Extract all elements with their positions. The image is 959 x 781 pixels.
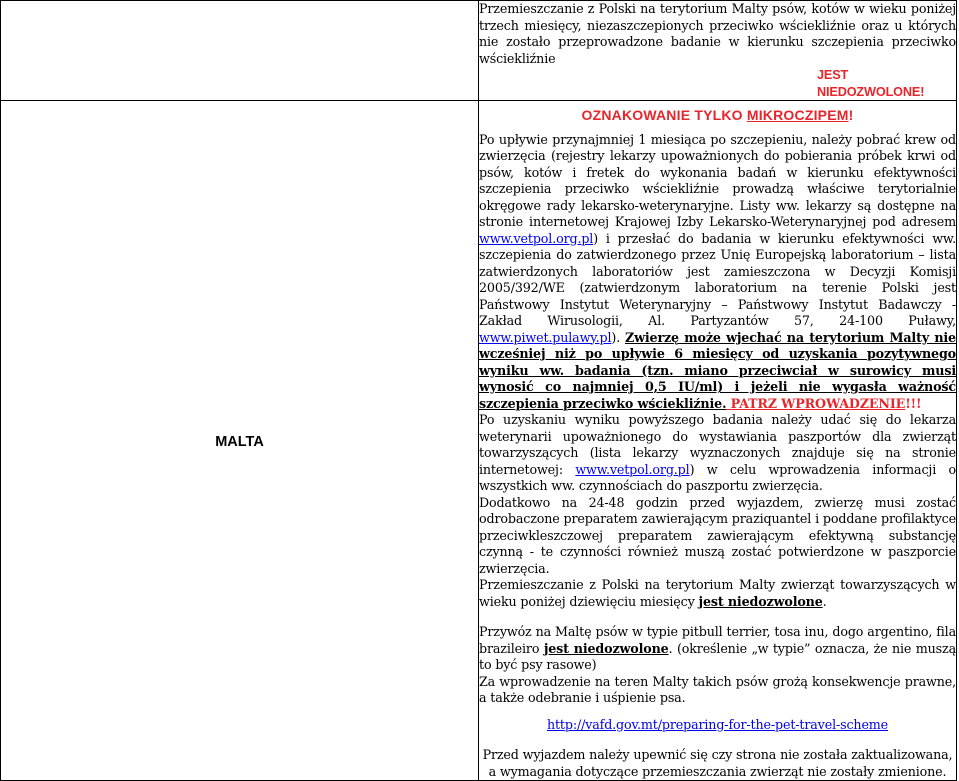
- paragraph-check-updates: Przed wyjazdem należy upewnić się czy strona nie została zaktualizowana, a wymagania dotyczące przemieszczania zwierząt nie zostały zmienione.: [482, 747, 953, 779]
- vafd-link[interactable]: http://vafd.gov.mt/preparing-for-the-pet-travel-scheme: [546, 716, 889, 732]
- piwet-link[interactable]: www.piwet.pulawy.pl: [479, 329, 612, 345]
- paragraph-blood-test: Po upływie przynajmniej 1 miesiąca po szczepieniu, należy pobrać krew od zwierzęcia (rejestry lekarzy upoważnionych do pobierania próbek krwi od psów, kotów i fretek do wykonania badań w kierunku efektywności szczepienia przeciwko wściekliźnie prowadzą właściwe terytorialnie okręgowe rady lekarsko-weterynaryjne. Listy ww. lekarzy są dostępne na stronie internetowej Krajowej Izby Lekarsko-Weterynaryjnej pod adresem www.vetpol.org.pl) i przesłać do badania w kierunku efektywności ww. szczepienia do zatwierdzonego przez Unię Europejską laboratorium – lista zatwierdzonych laboratoriów jest zamieszczona w Decyzji Komisji 2005/392/WE (zatwierdzonym laboratorium na terenie Polski jest Państwowy Instytut Weterynaryjny – Państwowy Instytut Badawczy - Zakład Wirusologii, Al. Partyzantów 57, 24-100 Puławy, www.piwet.pulawy.pl). Zwierzę może wjechać na terytorium Malty nie wcześniej niż po upływie 6 miesięcy od uzyskania pozytywnego wyniku ww. badania (tzn. miano przeciwciał w surowicy musi wynosić co najmniej 0,5 IU/ml) i jeżeli nie wygasła ważność szczepienia przeciwko wściekliźnie. PATRZ WPROWADZENIE!!!: [479, 131, 956, 411]
- link-paragraph: [479, 717, 956, 734]
- entry-condition-text: Zwierzę może wjechać na terytorium Malty nie wcześniej niż po upływie 6 miesięcy od uzyskania pozytywnego wyniku ww. badania (tzn. miano przeciwciał w surowicy musi wynosić co najmniej 0,5 IU/ml) i jeżeli nie wygasła ważność szczepienia przeciwko wściekliźnie.: [479, 329, 956, 411]
- malta-row: [1, 101, 957, 781]
- see-introduction-text: PATRZ WPROWADZENIE: [726, 395, 906, 411]
- country-cell: [1, 101, 479, 781]
- intro-left-cell: [1, 1, 479, 101]
- vetpol-link-2[interactable]: www.vetpol.org.pl: [575, 461, 690, 477]
- paragraph-deworming: Dodatkowo na 24-48 godzin przed wyjazdem, zwierzę musi zostać odrobaczone preparatem zawierającym praziquantel i poddane profilaktyce przeciwkleszczowej preparatem zawierającym efektywną substancję czynną - te czynności również muszą zostać potwierdzone w paszporcie zwierzęcia.: [479, 494, 956, 576]
- malta-content-cell: [479, 101, 957, 781]
- intro-text: Przemieszczanie z Polski na terytorium Malty psów, kotów w wieku poniżej trzech miesięcy, niezaszczepionych przeciwko wściekliźnie oraz u których nie zostało przeprowadzone badanie w kierunku szczepienia przeciwko wściekliźnie: [479, 1, 956, 66]
- intro-row: [1, 1, 957, 101]
- paragraph-consequences: Za wprowadzenie na teren Malty takich psów grożą konsekwencje prawne, a także odebranie i uśpienie psa.: [479, 673, 956, 705]
- paragraph-age-limit: Przemieszczanie z Polski na terytorium Malty zwierząt towarzyszących w wieku poniżej dziewięciu miesięcy jest niedozwolone.: [479, 577, 956, 609]
- paragraph-banned-breeds: Przywóz na Maltę psów w typie pitbull terrier, tosa inu, dogo argentino, fila brazileiro jest niedozwolone. (określenie „w typie” oznacza, że nie muszą to być psy rasowe): [479, 624, 956, 672]
- intro-cell: [479, 1, 957, 101]
- paragraph-passport: Po uzyskaniu wyniku powyższego badania należy udać się do lekarza weterynarii upoważnionego do wystawiania paszportów dla zwierząt towarzyszących (lista lekarzy wyznaczonych znajduje się na stronie internetowej: www.vetpol.org.pl) w celu wprowadzenia informacji o wszystkich ww. czynnościach do paszportu zwierzęcia.: [479, 412, 956, 493]
- country-name: MALTA: [215, 434, 264, 450]
- vetpol-link[interactable]: www.vetpol.org.pl: [479, 230, 594, 246]
- marking-title: OZNAKOWANIE TYLKO MIKROCZIPEM!: [581, 107, 854, 123]
- not-allowed-warning: JEST NIEDOZWOLONE!: [817, 68, 925, 99]
